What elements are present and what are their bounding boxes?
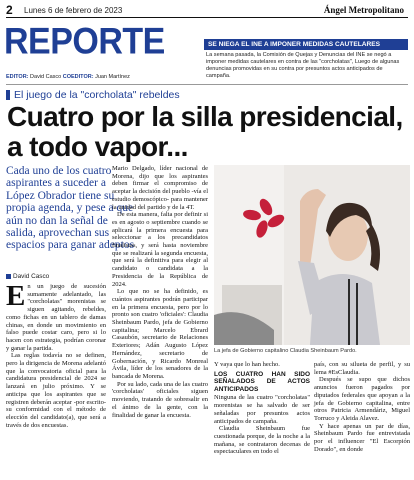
- issue-date: Lunes 6 de febrero de 2023: [24, 6, 123, 15]
- photo-illustration: [214, 165, 410, 345]
- byline-author: David Casco: [13, 273, 50, 280]
- news-flash-text: La semana pasada, la Comisión de Quejas y Denuncias del INE se negó a imponer medidas cautelares en contra de las "corcholatas", Luego de algunas denuncias promovidas en su contra por presuntos actos anticipados de campaña.: [206, 52, 400, 79]
- drop-cap: E: [6, 280, 26, 312]
- column-1-paragraph-2: Las reglas todavía no se definen, pero la dirigencia de Morena adelantó que la convocatoria oficial para la candidatura presidencial de 2024 se lanzará en julio próximo. Y se anticipa que los aspirantes que se registren deberán aceptar -por escrito- su conformidad con el método de elección del candidato(a), que será a través de dos encuestas.: [6, 352, 106, 429]
- coeditor-name: Juan Martínez: [95, 74, 130, 80]
- news-flash-box: [204, 39, 408, 83]
- column-3-paragraph-1: Y vaya que lo han hecho.: [214, 361, 280, 368]
- column-2-paragraph-2: De esta manera, falta por definir si es en agosto o septiembre cuando se aplicará la primera encuesta para seleccionar a los precandidatos finalistas, y será hasta noviembre que se realizará la segunda encuesta, que será la definitiva para elegir al candidato o candidata a la Presidencia de la República de 2024.: [112, 211, 208, 288]
- column-2-paragraph-1: Mario Delgado, líder nacional de Morena, dijo que los aspirantes deben firmar el compromiso de aceptar la decisión del pueblo -vía el estudio demoscópico- para mantener la unidad del partido y de la 4T.: [112, 165, 208, 211]
- column-4-paragraph-3: Y hace apenas un par de días, Sheinbaum Pardo fue entrevistada por el influencer "El Escorpión Dorado", en donde: [314, 422, 410, 453]
- article-column-1: [6, 280, 106, 429]
- section-title: REPORTE: [4, 21, 165, 63]
- column-4-paragraph-1: país, con su silueta de perfil, y su lema #EsClaudia.: [314, 361, 410, 376]
- article-kicker: El juego de la "corcholata" rebeldes: [14, 89, 180, 101]
- article-column-3: [214, 361, 310, 456]
- article-deck: Cada uno de los cuatro aspirantes a suceder a López Obrador tiene su propia agenda, y pese a que aún no dan la señal de salida, aprovechan sus espacios para ganar adeptos: [6, 165, 135, 252]
- divider: [6, 84, 408, 85]
- column-1-paragraph-1: En un juego de sucesión sumamente adelantado, las "corcholatas" morenistas se siguen agitando, rebeldes, como fichas en un tablero de damas chinas, en donde un movimiento en falso puede costar caro, pero si lo hacen con estrategia, podrían coronar y ganar la partida.: [6, 280, 106, 352]
- page-header: [6, 4, 408, 18]
- article-column-4: [314, 361, 410, 453]
- article-column-2: [112, 165, 208, 419]
- editor-name: David Casco: [30, 74, 62, 80]
- publication-name: Ángel Metropolitano: [323, 5, 404, 15]
- column-4-paragraph-2: Después se supo que dichos anuncios fueron pagados por diputados federales que apoyan a la jefa de Gobierno capitalina, entre otros Patricia Armendáriz, Miguel Torruco y Aleida Alavez.: [314, 376, 410, 422]
- byline-square-icon: [6, 274, 11, 279]
- section-credits: [6, 74, 130, 80]
- column-2-paragraph-4: Por su lado, cada una de las cuatro 'corcholatas' oficiales siguen moviendo, tratando de sobresalir en el ánimo de la gente, con la finalidad de ganar la encuesta.: [112, 380, 208, 419]
- editor-label: EDITOR:: [6, 74, 29, 80]
- article-byline: [6, 273, 49, 280]
- article-headline: Cuatro por la silla presidencial, a todo vapor...: [7, 101, 403, 162]
- kicker-marker: [6, 90, 10, 100]
- article-photo: [214, 165, 410, 345]
- news-flash-title: SE NIEGA EL INE A IMPONER MEDIDAS CAUTELARES: [204, 39, 408, 50]
- column-2-paragraph-3: Lo que no se ha definido, es cuántos aspirantes podrán participar en la primera encuesta, pero por lo pronto son cuatro 'oficiales': Claudia Sheinbaum Pardo, jefa de Gobierno capitalina; Marcelo Ebrard Casaubón, secretario de Relaciones Exteriores; Adán Augusto López Hernández, secretario de Gobernación, y Ricardo Monreal Ávila, líder de los senadores de la bancada de Morena.: [112, 288, 208, 380]
- column-3-subhead: LOS CUATRO HAN SIDO SEÑALADOS DE ACTOS ANTICIPADOS: [214, 370, 310, 393]
- coeditor-label: COEDITOR:: [62, 74, 94, 80]
- header-rule: [6, 17, 408, 18]
- column-3-paragraph-2: Ninguna de las cuatro "corcholatas" morenistas se ha salvado de ser señaladas por presuntos actos anticipados de campaña.: [214, 394, 310, 425]
- page-number: 2: [6, 3, 13, 17]
- column-3-paragraph-3: Claudia Sheinbaum fue cuestionada porque, de la noche a la mañana, se contrataron decenas de espectaculares en todo el: [214, 425, 310, 456]
- photo-caption: La jefa de Gobierno capitalino Claudia Sheinbaum Pardo.: [214, 348, 357, 354]
